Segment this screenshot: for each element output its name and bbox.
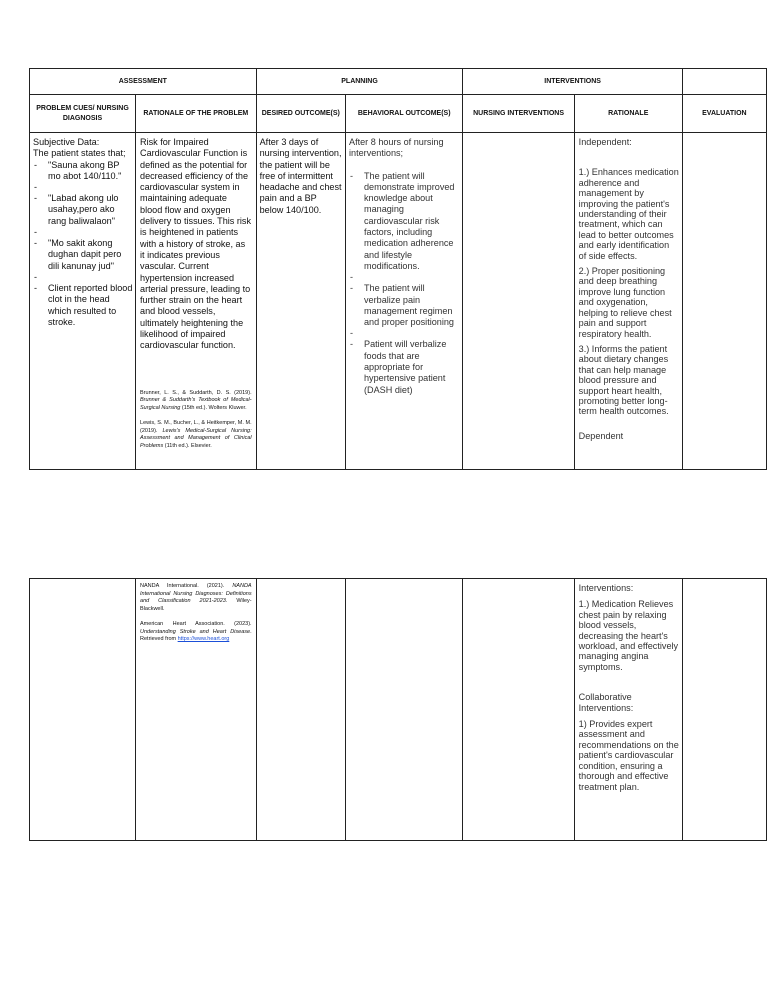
problem-cues-cell-continued	[30, 579, 136, 841]
evaluation-cell	[682, 133, 766, 470]
behavioral-item: - Patient will verbalize foods that are appropriate for hypertensive patient (DASH diet)	[349, 339, 459, 395]
desired-outcome-header: DESIRED OUTCOME(S)	[256, 95, 345, 133]
rationale-problem-header: RATIONALE OF THE PROBLEM	[136, 95, 257, 133]
subjective-intro: The patient states that;	[33, 148, 126, 159]
behavioral-outcome-header: BEHAVIORAL OUTCOME(S)	[346, 95, 463, 133]
rationale-item: 3.) Informs the patient about dietary changes that can help manage blood pressure and support heart health, promoting better long-term health outcomes.	[578, 343, 669, 417]
problem-cues-cell	[30, 133, 136, 470]
behavioral-intro: After 8 hours of nursing interventions;	[349, 137, 444, 159]
rationale-item: 1) Provides expert assessment and recommendations on the patient's cardiovascular condition, ensuring a thorough and effective treatment plan.	[578, 719, 679, 792]
rationale-item: 1.) Enhances medication adherence and management by improving the patient's understanding of their treatment, which can lead to better outcomes and early identification of side effects.	[578, 167, 679, 261]
rationale-problem-cell-continued	[136, 579, 257, 841]
nursing-interventions-cell	[463, 133, 574, 470]
behavioral-outcome-cell	[346, 133, 463, 470]
reference-aha: American Heart Association. (2023). Understanding Stroke and Heart Disease. Retrieved from https://www.heart.org	[140, 621, 252, 642]
rationale-header: RATIONALE	[574, 95, 682, 133]
subjective-cues-list	[33, 160, 133, 329]
behavioral-item: - The patient will demonstrate improved knowledge about managing cardiovascular risk factors, including medication adherence and lifestyle modifications.	[349, 171, 459, 273]
nursing-interventions-header: NURSING INTERVENTIONS	[463, 95, 574, 133]
care-plan-table-page-1	[29, 68, 767, 470]
interventions-label: Interventions:	[578, 583, 634, 593]
rationale-item: 2.) Proper positioning and deep breathing improve lung function and oxygenation, helping to relieve chest pain and support respiratory health.	[578, 266, 672, 339]
reference-lewis: Lewis, S. M., Bucher, L., & Heitkemper, M. M. (2019). Lewis's Medical-Surgical Nursing: Assessment and Management of Clinical Problems (11th ed.). Elsevier.	[140, 420, 252, 449]
rationale-cell	[574, 133, 682, 470]
rationale-item: 1.) Medication Relieves chest pain by relaxing blood vessels, decreasing the heart's workload, and effectively managing angina symptoms.	[578, 599, 679, 672]
reference-brunner: Brunner, L. S., & Suddarth, D. S. (2019). Brunner & Suddarth's Textbook of Medical-Surgical Nursing (15th ed.). Wolters Kluwer.	[140, 389, 252, 411]
cue-item: - "Sauna akong BP mo abot 140/110."	[33, 160, 133, 183]
assessment-header: ASSESSMENT	[30, 69, 257, 95]
interventions-header: INTERVENTIONS	[463, 69, 682, 95]
desired-outcome-text: After 3 days of nursing intervention, the patient will be free of intermittent headache and chest pain and a BP below 140/100.	[259, 137, 342, 215]
desired-outcome-cell-continued	[256, 579, 345, 841]
cue-item: - Client reported blood clot in the head which resulted to stroke.	[33, 283, 133, 328]
problem-cues-header: PROBLEM CUES/ NURSING DIAGNOSIS	[30, 95, 136, 133]
planning-header: PLANNING	[256, 69, 463, 95]
care-plan-table-page-2	[29, 578, 767, 841]
nursing-interventions-cell-continued	[463, 579, 574, 841]
aha-link[interactable]: https://www.heart.org	[177, 636, 230, 642]
subjective-data-label: Subjective Data:	[33, 137, 100, 147]
empty-header-cell	[682, 69, 766, 95]
cue-item: - "Mo sakit akong dughan dapit pero dili kanunay jud"	[33, 238, 133, 272]
rationale-cell-continued	[574, 579, 682, 841]
independent-label: Independent:	[578, 137, 632, 147]
behavioral-item: - The patient will verbalize pain management regimen and proper positioning	[349, 283, 459, 328]
dependent-label: Dependent	[578, 430, 624, 441]
cue-item: - "Labad akong ulo usahay,pero ako rang baliwalaon"	[33, 193, 133, 227]
behavioral-outcome-list	[349, 171, 459, 396]
rationale-problem-cell	[136, 133, 257, 470]
behavioral-outcome-cell-continued	[345, 579, 462, 841]
reference-nanda: NANDA International. (2021). NANDA International Nursing Diagnoses: Definitions and Classification 2021-2023. Wiley-Blackwell.	[140, 583, 252, 612]
rationale-problem-text: Risk for Impaired Cardiovascular Function is defined as the potential for decreased efficiency of the cardiovascular system in maintaining adequate blood flow and oxygen delivery to tissues. This risk is heightened in patients with a history of stroke, as it indicates previous vascular. Current hypertension increased arterial pressure, leading to further strain on the heart and blood vessels, ultimately heightening the likelihood of impaired cardiovascular function.	[140, 137, 252, 351]
evaluation-cell-continued	[682, 579, 766, 841]
collaborative-label: Collaborative Interventions:	[578, 692, 634, 713]
desired-outcome-cell	[256, 133, 345, 470]
evaluation-header: EVALUATION	[682, 95, 766, 133]
